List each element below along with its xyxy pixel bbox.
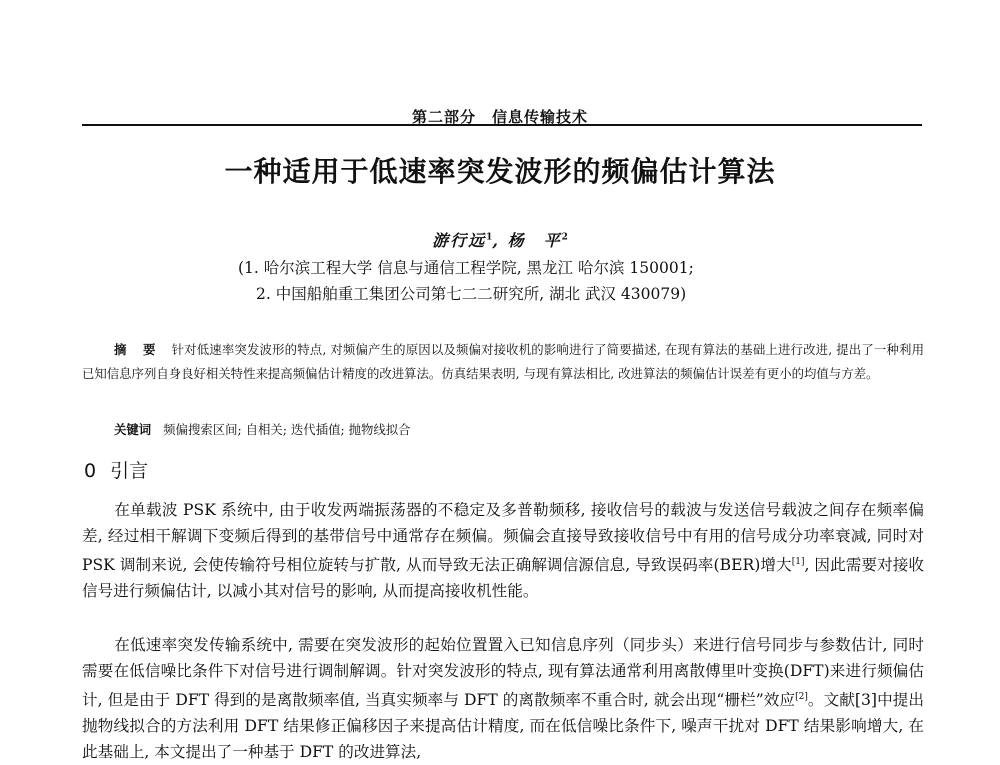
affiliation-1: (1. 哈尔滨工程大学 信息与通信工程学院, 黑龙江 哈尔滨 150001; (238, 259, 694, 277)
author-name: 游行远 (432, 231, 487, 250)
paragraph-1 (82, 497, 924, 604)
keywords (114, 420, 914, 440)
paragraph-text: 在单载波 PSK 系统中, 由于收发两端振荡器的不稳定及多普勒频移, 接收信号的载波与发送信号载波之间存在频率偏差, 经过相干解调下变频后得到的基带信号中通常存在频偏。频偏会直接导致接收信号中有用的信号成分功率衰减, 同时对 PSK 调制来说, 会使传输符号相位旋转与扩散, 从而导致无法正确解调信源信息, 导致误码率(BER)增大 (82, 501, 924, 575)
author-affil-mark: 1 (486, 232, 493, 243)
affiliation-2: 2. 中国船舶重工集团公司第七二二研究所, 湖北 武汉 430079) (256, 285, 687, 303)
section-title: 引言 (110, 460, 149, 482)
citation-ref: [2] (795, 692, 808, 702)
section-number: 0 (84, 460, 97, 482)
paragraph-text: 。文献[3]中提出抛物线拟合的方法利用 DFT 结果修正偏移因子来提高估计精度, 而在低信噪比条件下, 噪声干扰对 DFT 结果影响增大, 在此基础上, 本文提出了一种基于 DFT 的改进算法, (82, 691, 924, 762)
paragraph-2 (82, 632, 924, 765)
abstract (82, 338, 924, 386)
paragraph-text: , 因此需要对接收信号进行频偏估计, 以减小其对信号的影响, 从而提高接收机性能。 (82, 556, 924, 601)
section-heading (84, 456, 148, 483)
abstract-label: 摘 要 (114, 342, 162, 357)
author-name: 杨 平 (507, 231, 562, 250)
paper-title: 一种适用于低速率突发波形的频偏估计算法 (224, 155, 776, 188)
author-separator: , (492, 231, 500, 250)
header-rule (82, 124, 922, 126)
keywords-text: 频偏搜索区间; 自相关; 迭代插值; 抛物线拟合 (163, 422, 411, 437)
author-affil-mark: 2 (561, 232, 568, 243)
keywords-label: 关键词 (114, 422, 152, 437)
section-header: 第二部分 信息传输技术 (411, 108, 588, 126)
paragraph-text: 在低速率突发传输系统中, 需要在突发波形的起始位置置入已知信息序列（同步头）来进行信号同步与参数估计, 同时需要在低信噪比条件下对信号进行调制解调。针对突发波形的特点, 现有算法通常利用离散傅里叶变换(DFT)来进行频偏估计, 但是由于 DFT 得到的是离散频率值, 当真实频率与 DFT 的离散频率不重合时, 就会出现“栅栏”效应 (82, 636, 924, 710)
author-list (300, 228, 700, 251)
abstract-text: 针对低速率突发波形的特点, 对频偏产生的原因以及频偏对接收机的影响进行了简要描述, 在现有算法的基础上进行改进, 提出了一种利用已知信息序列自身良好相关特性来提高频偏估计精度的改进算法。仿真结果表明, 与现有算法相比, 改进算法的频偏估计误差有更小的均值与方差。 (82, 342, 924, 381)
citation-ref: [1] (791, 557, 805, 567)
